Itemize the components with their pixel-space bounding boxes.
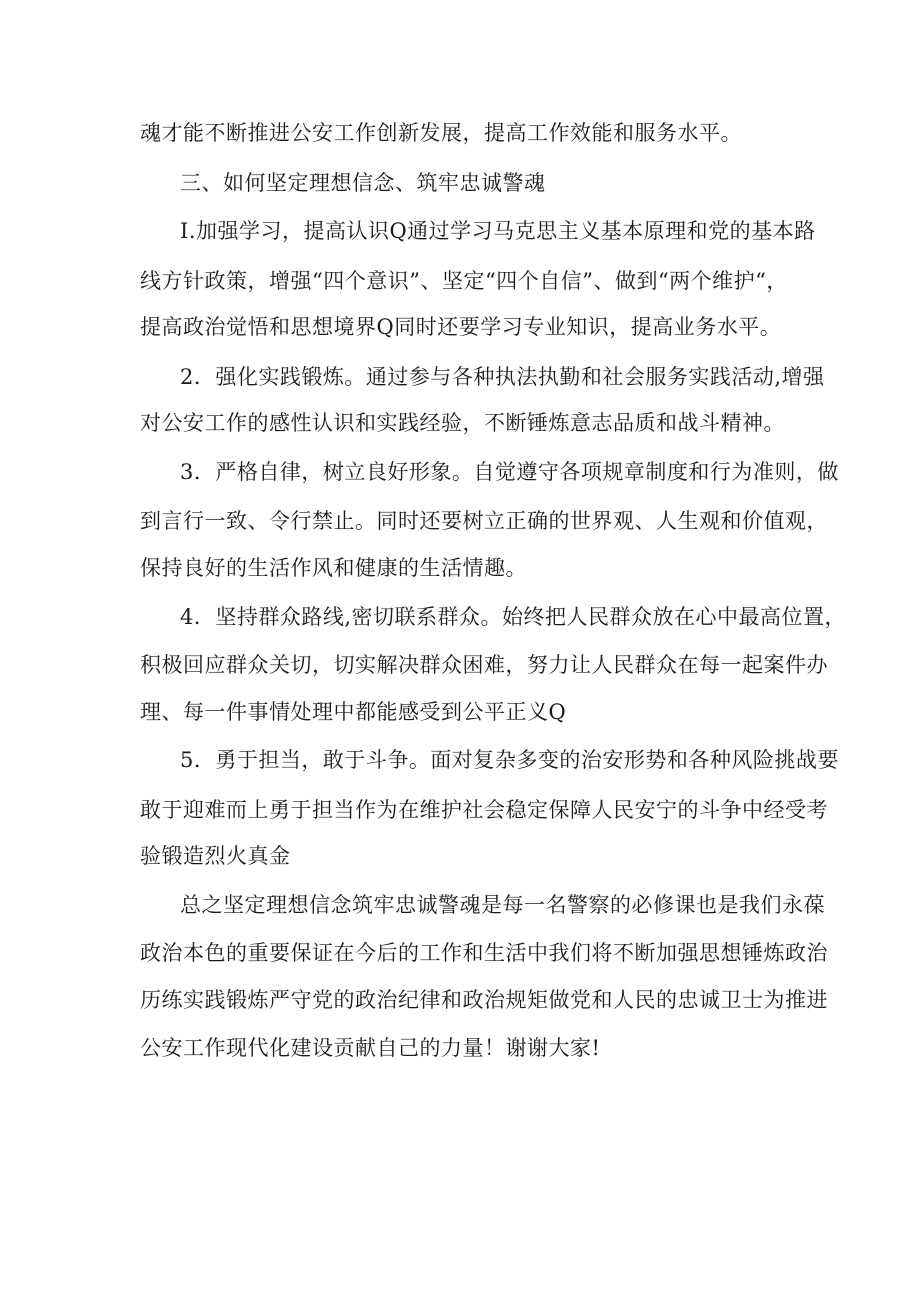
paragraph-line: 2．强化实践锻炼。通过参与各种执法执勤和社会服务实践活动,增强 <box>180 365 825 389</box>
paragraph-line: 提高政治觉悟和思想境界Q同时还要学习专业知识，提高业务水平。 <box>140 315 782 339</box>
paragraph-line: 验锻造烈火真金 <box>140 844 291 868</box>
paragraph-line: 理、每一件事情处理中都能感受到公平正义Q <box>140 700 567 724</box>
paragraph-line: 历练实践锻炼严守党的政治纪律和政治规矩做党和人民的忠诚卫士为推进 <box>140 988 828 1012</box>
paragraph-line: 公安工作现代化建设贡献自己的力量！谢谢大家! <box>140 1036 601 1060</box>
paragraph-line: 总之坚定理想信念筑牢忠诚警魂是每一名警察的必修课也是我们永葆 <box>180 893 825 917</box>
paragraph-line: 保持良好的生活作风和健康的生活情趣。 <box>140 556 527 580</box>
section-heading: 三、如何坚定理想信念、筑牢忠诚警魂 <box>180 171 546 195</box>
paragraph-line: 3．严格自律，树立良好形象。自觉遵守各项规章制度和行为准则，做 <box>180 460 839 484</box>
paragraph-line: I.加强学习，提高认识Q通过学习马克思主义基本原理和党的基本路 <box>180 219 816 243</box>
paragraph-line: 魂才能不断推进公安工作创新发展，提高工作效能和服务水平。 <box>140 121 742 145</box>
paragraph-line: 敢于迎难而上勇于担当作为在维护社会稳定保障人民安宁的斗争中经受考 <box>140 798 828 822</box>
paragraph-line: 政治本色的重要保证在今后的工作和生活中我们将不断加强思想锤炼政治 <box>140 941 828 965</box>
paragraph-line: 5．勇于担当，敢于斗争。面对复杂多变的治安形势和各种风险挑战要 <box>180 748 839 772</box>
paragraph-line: 4．坚持群众路线,密切联系群众。始终把人民群众放在心中最高位置， <box>180 605 847 629</box>
paragraph-line: 到言行一致、令行禁止。同时还要树立正确的世界观、人生观和价值观， <box>140 509 828 533</box>
paragraph-line: 线方针政策，增强“四个意识”、坚定“四个自信”、做到“两个维护“， <box>140 269 788 293</box>
paragraph-line: 积极回应群众关切，切实解决群众困难，努力让人民群众在每一起案件办 <box>140 653 828 677</box>
paragraph-line: 对公安工作的感性认识和实践经验，不断锤炼意志品质和战斗精神。 <box>140 411 785 435</box>
